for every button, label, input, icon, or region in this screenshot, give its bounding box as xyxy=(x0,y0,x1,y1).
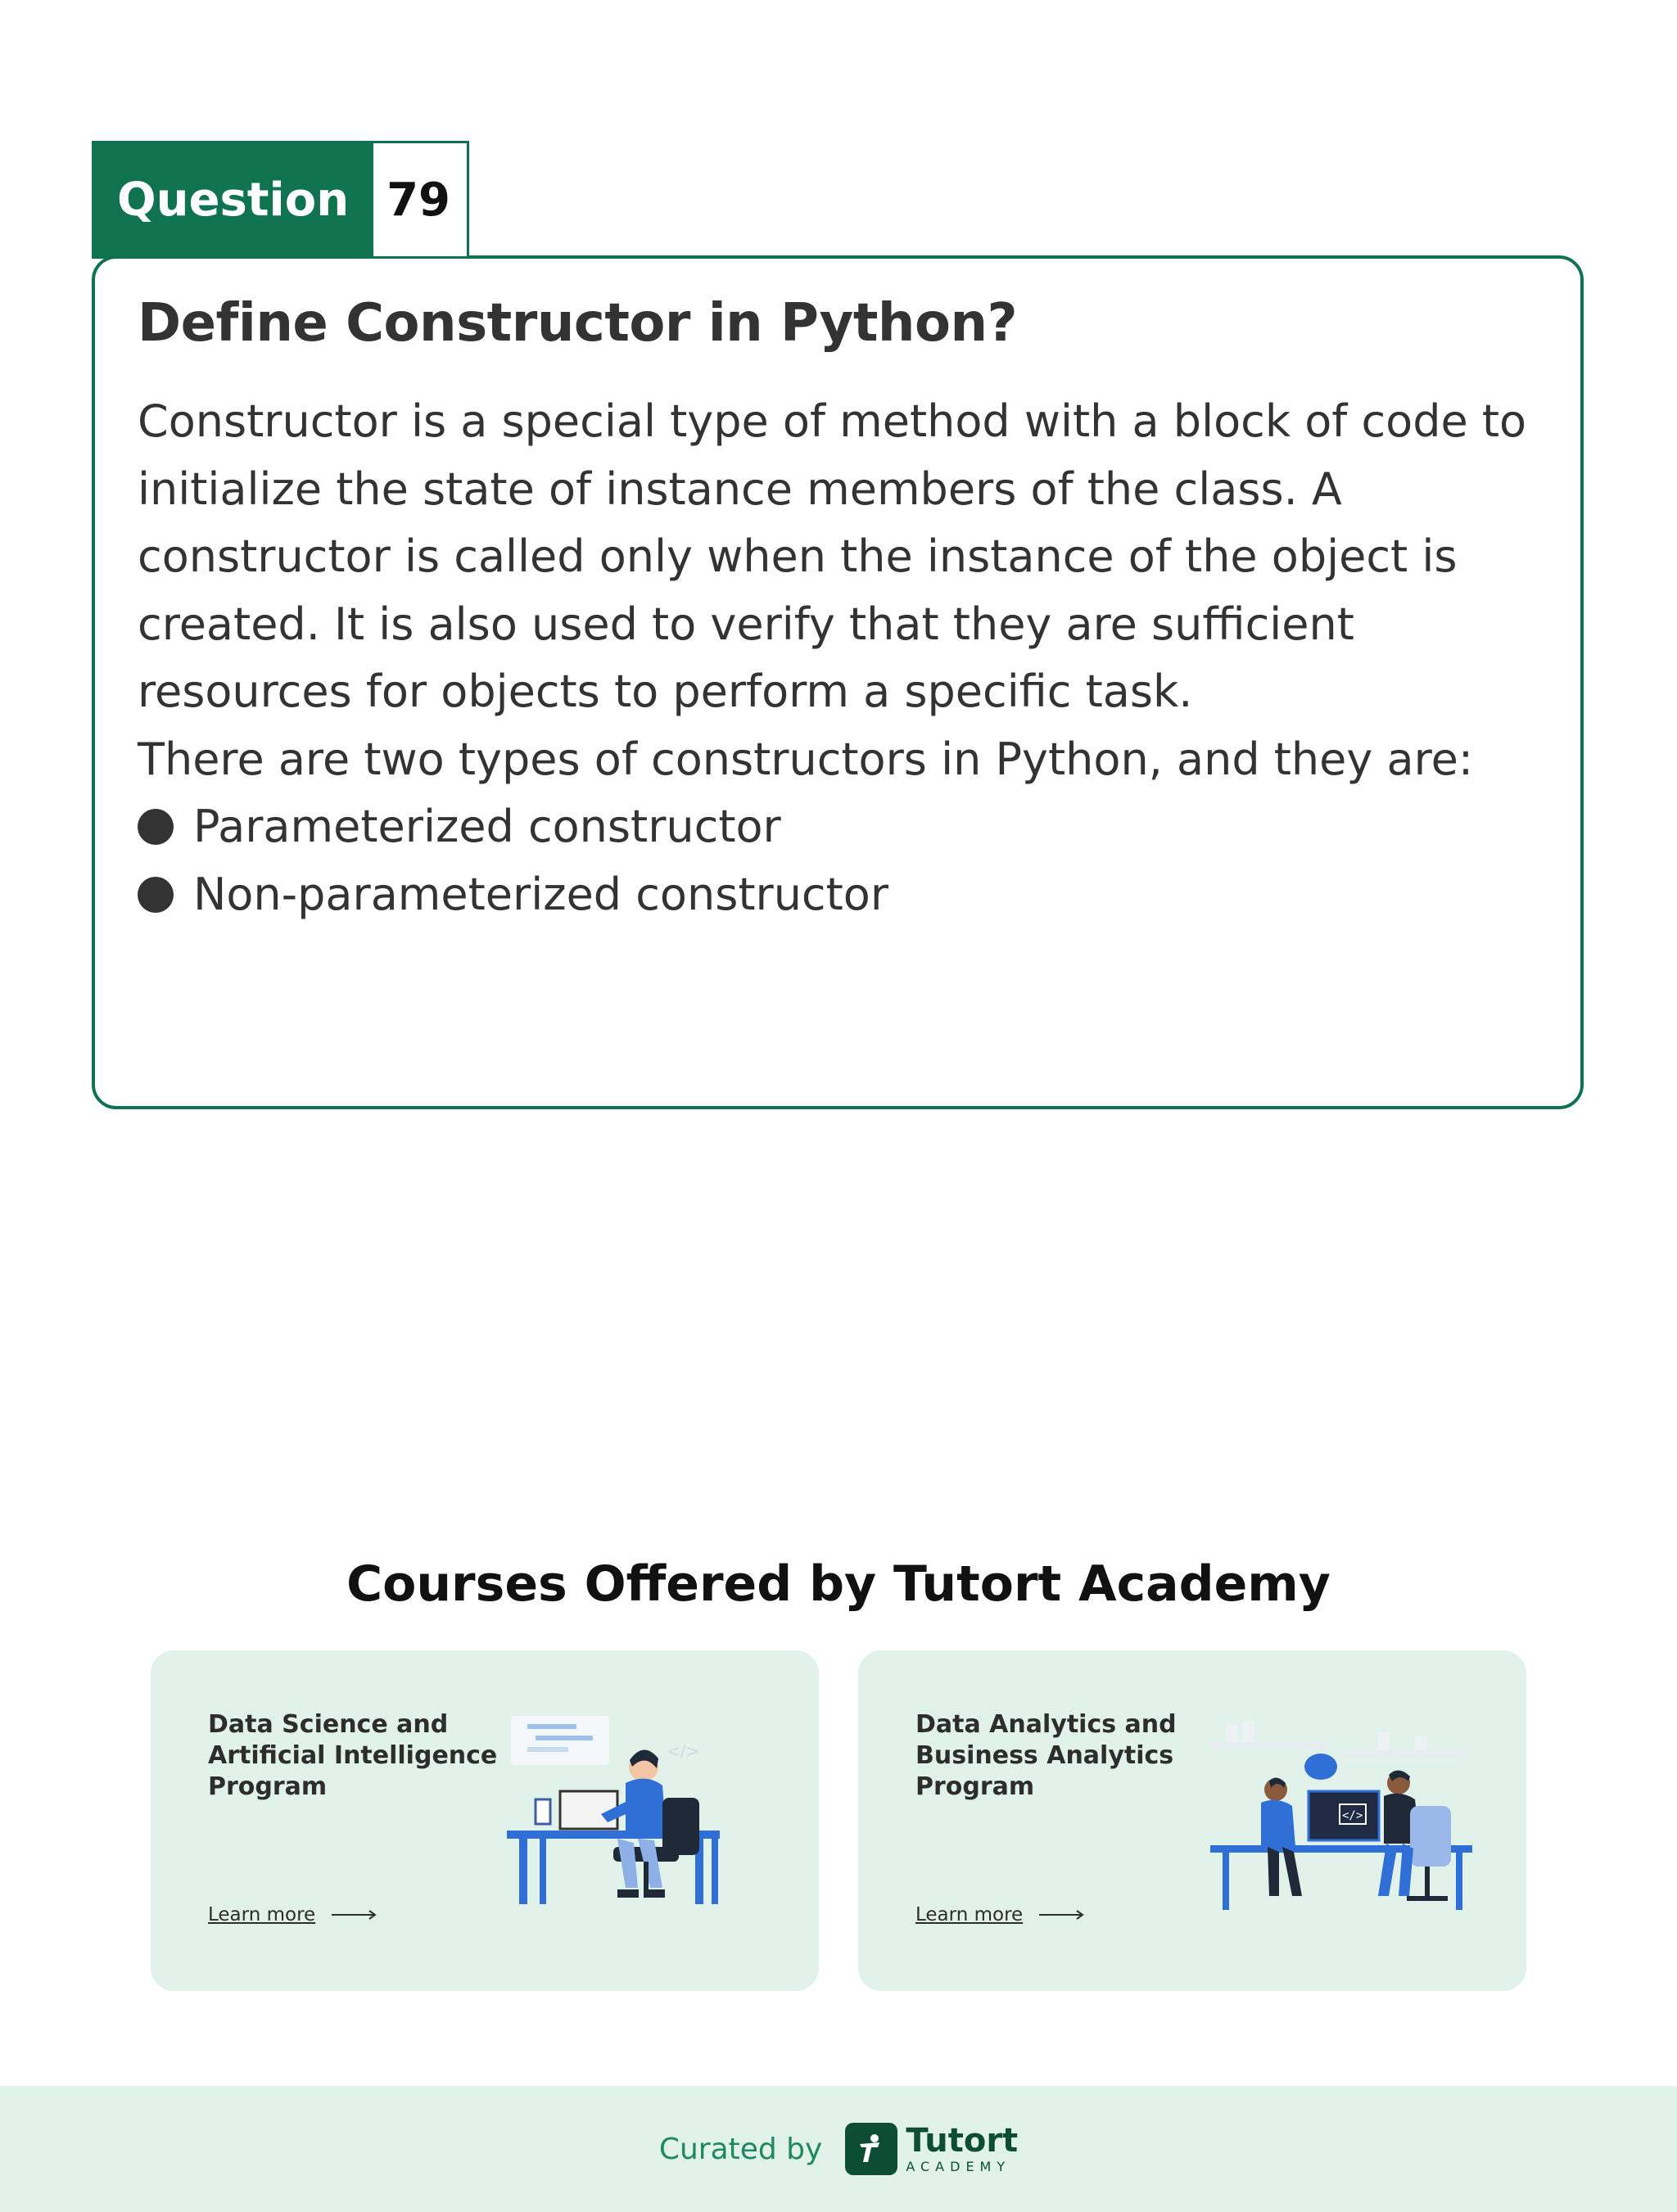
course-card-data-analytics[interactable] xyxy=(858,1650,1526,1991)
logo-subtitle: ACADEMY xyxy=(906,2159,1011,2174)
question-tab xyxy=(92,141,469,259)
list-item xyxy=(138,861,1546,929)
learn-more-link[interactable] xyxy=(208,1904,377,1925)
answer-paragraph-2: There are two types of constructors in Python, and they are: xyxy=(138,733,1474,785)
learn-more-label: Learn more xyxy=(208,1904,316,1925)
logo-name: Tutort xyxy=(906,2122,1019,2160)
bullet-icon xyxy=(138,877,174,913)
curated-by-label: Curated by xyxy=(658,2132,823,2166)
tutort-logo[interactable] xyxy=(845,2123,1018,2175)
constructor-types-list xyxy=(138,793,1546,928)
svg-text:</>: </> xyxy=(1342,1809,1363,1822)
course-name: Data Science and Artificial Intelligence Program xyxy=(208,1710,498,1801)
bullet-icon xyxy=(138,809,174,845)
footer xyxy=(0,2086,1677,2212)
tutort-logo-icon xyxy=(845,2123,897,2175)
question-label: Question xyxy=(94,143,373,256)
arrow-right-icon xyxy=(332,1904,377,1925)
question-title: Define Constructor in Python? xyxy=(138,293,1018,354)
list-item-text: Non-parameterized constructor xyxy=(193,868,889,920)
course-name: Data Analytics and Business Analytics Program xyxy=(915,1710,1177,1801)
arrow-right-icon xyxy=(1039,1904,1085,1925)
course-card-data-science[interactable] xyxy=(151,1650,819,1991)
developer-at-desk-illustration xyxy=(503,1700,773,1916)
answer-paragraph-1: Constructor is a special type of method with a block of code to initialize the state of instance members of the class. A constructor is called only when the instance of the object is created. It is also used to verify that they are sufficient resources for objects to perform a specific task. xyxy=(138,395,1527,717)
answer-card xyxy=(92,255,1584,1109)
learn-more-label: Learn more xyxy=(915,1904,1024,1925)
two-developers-illustration xyxy=(1210,1700,1489,1916)
list-item-text: Parameterized constructor xyxy=(193,801,781,852)
courses-title: Courses Offered by Tutort Academy xyxy=(346,1555,1331,1613)
question-number: 79 xyxy=(373,143,467,256)
answer-body xyxy=(138,388,1546,928)
learn-more-link[interactable] xyxy=(915,1904,1085,1925)
svg-text:</>: </> xyxy=(667,1741,700,1761)
list-item xyxy=(138,793,1546,861)
